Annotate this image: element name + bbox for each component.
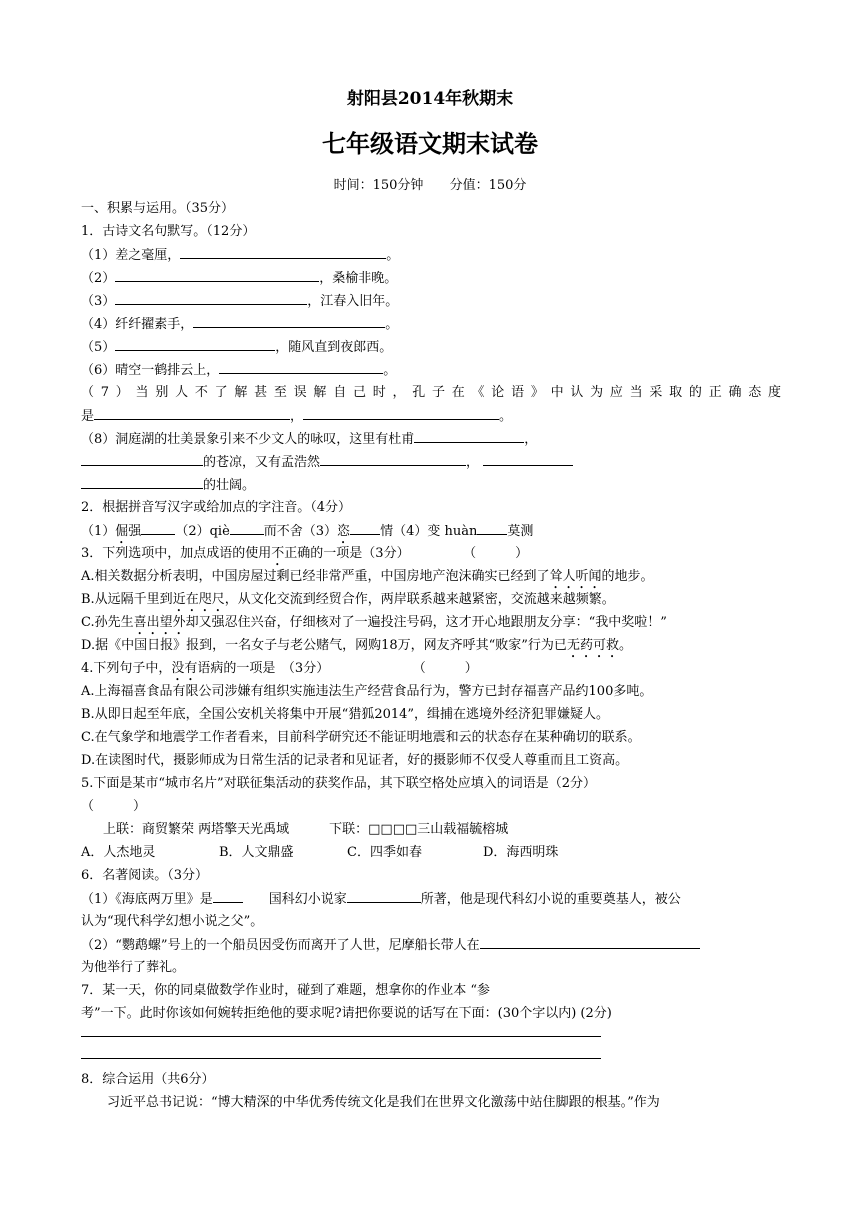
answer-blank[interactable] bbox=[480, 933, 700, 949]
q3-option-d: D.据《中国日报》报到，一名女子与老公赌气，网购18万，网友齐呼其“败家”行为已无药可救。 bbox=[81, 638, 632, 653]
answer-blank[interactable] bbox=[180, 243, 386, 259]
q8-title: 8．综合运用（共6分） bbox=[81, 1072, 215, 1087]
exam-meta bbox=[0, 174, 860, 197]
q6-item-2: （2）“鹦鹉螺”号上的一个船员因受伤而离开了人世，尼摩船长带人在 bbox=[81, 933, 781, 956]
q6-item-1b: 认为“现代科学幻想小说之父”。 bbox=[81, 914, 264, 929]
q4-option-c: C.在气象学和地震学工作者看来，目前科学研究还不能证明地震和云的状态存在某种确切的联系。 bbox=[81, 730, 641, 745]
answer-line[interactable] bbox=[81, 1036, 601, 1037]
answer-blank[interactable] bbox=[115, 266, 319, 282]
answer-blank[interactable] bbox=[230, 519, 264, 535]
q1-item-8: （8）洞庭湖的壮美景象引来不少文人的咏叹，这里有杜甫 ， bbox=[81, 427, 781, 450]
q5-couplet: 上联：商贸繁荣 两塔擎天光禹域 下联：□□□□三山载福毓榕城 bbox=[103, 822, 509, 837]
answer-blank[interactable] bbox=[115, 335, 275, 351]
answer-blank[interactable] bbox=[477, 519, 507, 535]
q4-option-a: A.上海福喜食品有限公司涉嫌有组织实施违法生产经营食品行为，警方已封存福喜产品约100多吨。 bbox=[81, 684, 653, 699]
answer-blank[interactable] bbox=[94, 404, 290, 420]
answer-blank[interactable] bbox=[81, 450, 203, 466]
q1-item-3: （3） ，江春入旧年。 bbox=[81, 289, 781, 312]
answer-blank[interactable] bbox=[483, 450, 573, 466]
q4-title: 4.下列句子中，没有语病的一项是 （3分） （ ） bbox=[81, 661, 478, 676]
school-title: 射阳县2014年秋期末 bbox=[346, 89, 514, 109]
q7-line-1: 7．某一天，你的同桌做数学作业时，碰到了难题，想拿你的作业本 “参 bbox=[81, 983, 491, 998]
exam-content bbox=[81, 197, 781, 1114]
q4-option-d: D.在读图时代，摄影师成为日常生活的记录者和见证者，好的摄影师不仅受人尊重而且工资高。 bbox=[81, 753, 629, 768]
q5-paren: （ ） bbox=[81, 799, 147, 814]
answer-blank[interactable] bbox=[414, 427, 524, 443]
answer-blank[interactable] bbox=[303, 404, 499, 420]
q5-options: A．人杰地灵 B．人文鼎盛 C．四季如春 D．海西明珠 bbox=[81, 845, 559, 860]
q2-title: 2．根据拼音写汉字或给加点的字注音。（4分） bbox=[81, 500, 352, 515]
q6-title: 6．名著阅读。（3分） bbox=[81, 868, 209, 883]
q3-title: 3．下列选项中，加点成语的使用不正确的一项是（3分） （ ） bbox=[81, 546, 529, 561]
q1-item-2: （2） ，桑榆非晚。 bbox=[81, 266, 781, 289]
q6-item-1: （1）《海底两万里》是 国科幻小说家 所著，他是现代科幻小说的重要奠基人，被公 bbox=[81, 887, 781, 910]
answer-blank[interactable] bbox=[350, 519, 380, 535]
answer-blank[interactable] bbox=[213, 887, 243, 903]
q1-item-8c: 的壮阔。 bbox=[81, 473, 781, 496]
q4-option-b: B.从即日起至年底，全国公安机关将集中开展“猎狐2014”，缉捕在逃境外经济犯罪嫌疑人。 bbox=[81, 707, 610, 722]
q2-items: （1）倔强 （2）qiè 而不舍（3）恣 情（4）变 huàn 莫测 bbox=[81, 519, 781, 542]
q1-item-7b: 是 ， 。 bbox=[81, 404, 781, 427]
answer-blank[interactable] bbox=[141, 519, 175, 535]
q1-item-5: （5） ，随风直到夜郎西。 bbox=[81, 335, 781, 358]
q8-line-1: 习近平总书记说：“博大精深的中华优秀传统文化是我们在世界文化激荡中站住脚跟的根基。”作为 bbox=[107, 1095, 660, 1110]
exam-time: 时间：150分钟 bbox=[333, 178, 424, 193]
q1-item-4: （4）纤纤擢素手， 。 bbox=[81, 312, 781, 335]
q3-option-b: B.从远隔千里到近在咫尺，从文化交流到经贸合作，两岸联系越来越紧密，交流越来越频繁。 bbox=[81, 592, 615, 607]
answer-blank[interactable] bbox=[347, 887, 421, 903]
q1-item-8b: 的苍凉，又有孟浩然 ， bbox=[81, 450, 781, 473]
q1-item-6: （6）晴空一鹤排云上， 。 bbox=[81, 358, 781, 381]
q1-title: 1．古诗文名句默写。（12分） bbox=[81, 224, 256, 239]
q1-item-1: （1）差之毫厘， 。 bbox=[81, 243, 781, 266]
q7-line-2: 考”一下。此时你该如何婉转拒绝他的要求呢?请把你要说的话写在下面：(30个字以内) (2分) bbox=[81, 1006, 612, 1021]
answer-blank[interactable] bbox=[320, 450, 466, 466]
q1-item-7: （7）当别人不了解甚至误解自己时，孔子在《论语》中认为应当采取的正确态度 bbox=[81, 385, 781, 400]
q3-option-c: C.孙先生喜出望外却又强忍住兴奋，仔细核对了一遍投注号码，这才开心地跟朋友分享：“我中奖啦！” bbox=[81, 615, 667, 630]
exam-title: 七年级语文期末试卷 bbox=[322, 130, 538, 158]
section-heading: 一、积累与运用。（35分） bbox=[81, 201, 235, 216]
q5-title: 5.下面是某市“城市名片”对联征集活动的获奖作品，其下联空格处应填入的词语是（2分） bbox=[81, 776, 596, 791]
q6-item-2b: 为他举行了葬礼。 bbox=[81, 960, 186, 975]
answer-blank[interactable] bbox=[193, 312, 385, 328]
answer-blank[interactable] bbox=[219, 358, 383, 374]
answer-blank[interactable] bbox=[81, 473, 203, 489]
exam-score: 分值：150分 bbox=[449, 178, 527, 193]
answer-blank[interactable] bbox=[115, 289, 307, 305]
q3-option-a: A.相关数据分析表明，中国房屋过剩已经非常严重，中国房地产泡沫确实已经到了耸人听闻的地步。 bbox=[81, 569, 654, 584]
